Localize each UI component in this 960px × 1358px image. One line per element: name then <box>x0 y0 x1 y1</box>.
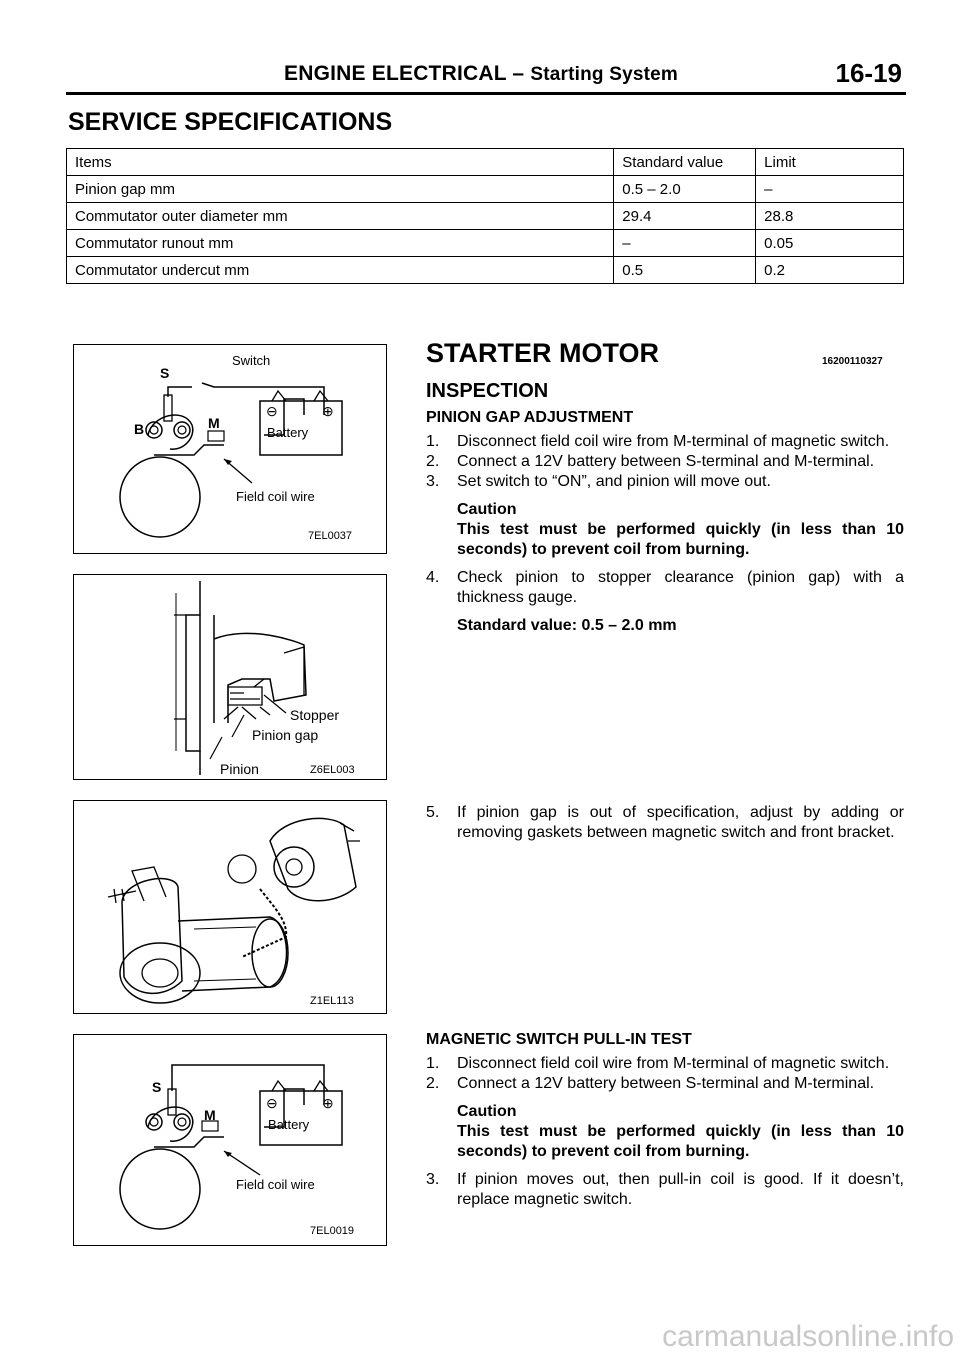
terminal-m-label: M <box>208 415 220 431</box>
header-dash: – <box>512 62 525 85</box>
field-coil-wire-label: Field coil wire <box>236 489 315 504</box>
figure-code: 7EL0037 <box>308 530 353 542</box>
doc-code: 16200110327 <box>822 356 883 367</box>
table-row <box>67 203 904 230</box>
service-spec-heading: SERVICE SPECIFICATIONS <box>68 108 393 136</box>
figure-wiring-pull-in <box>73 1034 387 1246</box>
figure-wiring-pinion-gap <box>73 344 387 554</box>
figure-starter-motor <box>73 800 387 1014</box>
column-header: Limit <box>756 149 904 176</box>
battery-label: Battery <box>267 425 309 440</box>
inspection-heading: INSPECTION <box>426 380 549 402</box>
terminal-s-label: S <box>160 365 170 381</box>
table-cell: 0.5 – 2.0 <box>614 176 756 203</box>
starter-motor-drawing <box>74 801 386 1013</box>
stopper-label: Stopper <box>290 707 340 723</box>
step-number: 5. <box>426 804 440 821</box>
switch-label: Switch <box>232 353 271 368</box>
list-item <box>426 432 904 452</box>
pinion-gap-adjust-step <box>426 803 904 843</box>
section-title <box>284 62 678 86</box>
battery-plus-label: ⊕ <box>322 403 334 419</box>
step-number: 1. <box>426 433 440 450</box>
figure-code: Z1EL113 <box>310 995 354 1007</box>
step-text: If pinion gap is out of specification, adjust by adding or removing gaskets between magnetic switch and front bracket. <box>457 804 904 841</box>
step-text: Connect a 12V battery between S-terminal and M-terminal. <box>457 1075 875 1092</box>
pull-in-heading: MAGNETIC SWITCH PULL-IN TEST <box>426 1031 692 1048</box>
table-cell: Commutator undercut mm <box>67 257 614 284</box>
step-number: 1. <box>426 1055 440 1072</box>
header-subtitle: Starting System <box>530 64 679 85</box>
wiring-diagram-1 <box>74 345 386 553</box>
battery-minus-label: ⊖ <box>266 403 278 419</box>
step-text: If pinion moves out, then pull-in coil is good. If it doesn’t, replace magnetic switch. <box>457 1171 904 1208</box>
list-item <box>426 472 904 492</box>
watermark: carmanualsonline.info <box>662 1320 954 1353</box>
list-item <box>426 1074 904 1094</box>
pinion-gap-section <box>426 408 904 636</box>
table-cell: 0.2 <box>756 257 904 284</box>
step-number: 2. <box>426 1075 440 1092</box>
column-header: Standard value <box>614 149 756 176</box>
table-cell: Pinion gap mm <box>67 176 614 203</box>
page-header <box>66 58 906 95</box>
list-item <box>426 1054 904 1074</box>
table-header-row <box>67 149 904 176</box>
pinion-label: Pinion <box>220 761 259 777</box>
table-cell: – <box>614 230 756 257</box>
table-cell: 0.05 <box>756 230 904 257</box>
terminal-m-label: M <box>204 1107 216 1123</box>
table-cell: Commutator outer diameter mm <box>67 203 614 230</box>
table-cell: 0.5 <box>614 257 756 284</box>
field-coil-wire-label: Field coil wire <box>236 1177 315 1192</box>
step-number: 4. <box>426 569 440 586</box>
table-row <box>67 257 904 284</box>
list-item <box>426 452 904 472</box>
step-number: 3. <box>426 1171 440 1188</box>
terminal-s-label: S <box>152 1079 162 1095</box>
table-cell: 28.8 <box>756 203 904 230</box>
step-number: 3. <box>426 473 440 490</box>
pinion-gap-heading: PINION GAP ADJUSTMENT <box>426 409 634 426</box>
pull-in-test-section <box>426 1030 904 1210</box>
caution-text: This test must be performed quickly (in less than 10 seconds) to prevent coil from burning. <box>457 521 904 558</box>
battery-minus-label: ⊖ <box>266 1095 278 1111</box>
step-text: Check pinion to stopper clearance (pinion gap) with a thickness gauge. <box>457 569 904 606</box>
starter-motor-title: STARTER MOTOR <box>426 338 659 368</box>
figure-code: Z6EL003 <box>310 764 355 776</box>
list-item <box>426 803 904 843</box>
page-number: 16-19 <box>835 58 902 88</box>
pinion-gap-label: Pinion gap <box>252 727 319 743</box>
table-cell: Commutator runout mm <box>67 230 614 257</box>
step-number: 2. <box>426 453 440 470</box>
pinion-gap-drawing <box>74 575 386 779</box>
step-text: Disconnect field coil wire from M-terminal of magnetic switch. <box>457 1055 890 1072</box>
caution-label: Caution <box>457 1103 517 1120</box>
standard-value: Standard value: 0.5 – 2.0 mm <box>457 617 677 634</box>
table-cell: – <box>756 176 904 203</box>
table-cell: 29.4 <box>614 203 756 230</box>
battery-label: Battery <box>268 1117 310 1132</box>
terminal-b-label: B <box>134 421 145 437</box>
spec-table <box>66 148 904 284</box>
wiring-diagram-2 <box>74 1035 386 1245</box>
list-item <box>426 568 904 608</box>
column-header: Items <box>67 149 614 176</box>
caution-text: This test must be performed quickly (in less than 10 seconds) to prevent coil from burning. <box>457 1123 904 1160</box>
caution-label: Caution <box>457 501 517 518</box>
battery-plus-label: ⊕ <box>322 1095 334 1111</box>
list-item <box>426 1170 904 1210</box>
table-row <box>67 230 904 257</box>
figure-code: 7EL0019 <box>310 1225 355 1237</box>
table-row <box>67 176 904 203</box>
header-title: ENGINE ELECTRICAL <box>284 62 507 85</box>
step-text: Set switch to “ON”, and pinion will move out. <box>457 473 771 490</box>
step-text: Connect a 12V battery between S-terminal and M-terminal. <box>457 453 875 470</box>
figure-pinion-gap <box>73 574 387 780</box>
step-text: Disconnect field coil wire from M-terminal of magnetic switch. <box>457 433 890 450</box>
